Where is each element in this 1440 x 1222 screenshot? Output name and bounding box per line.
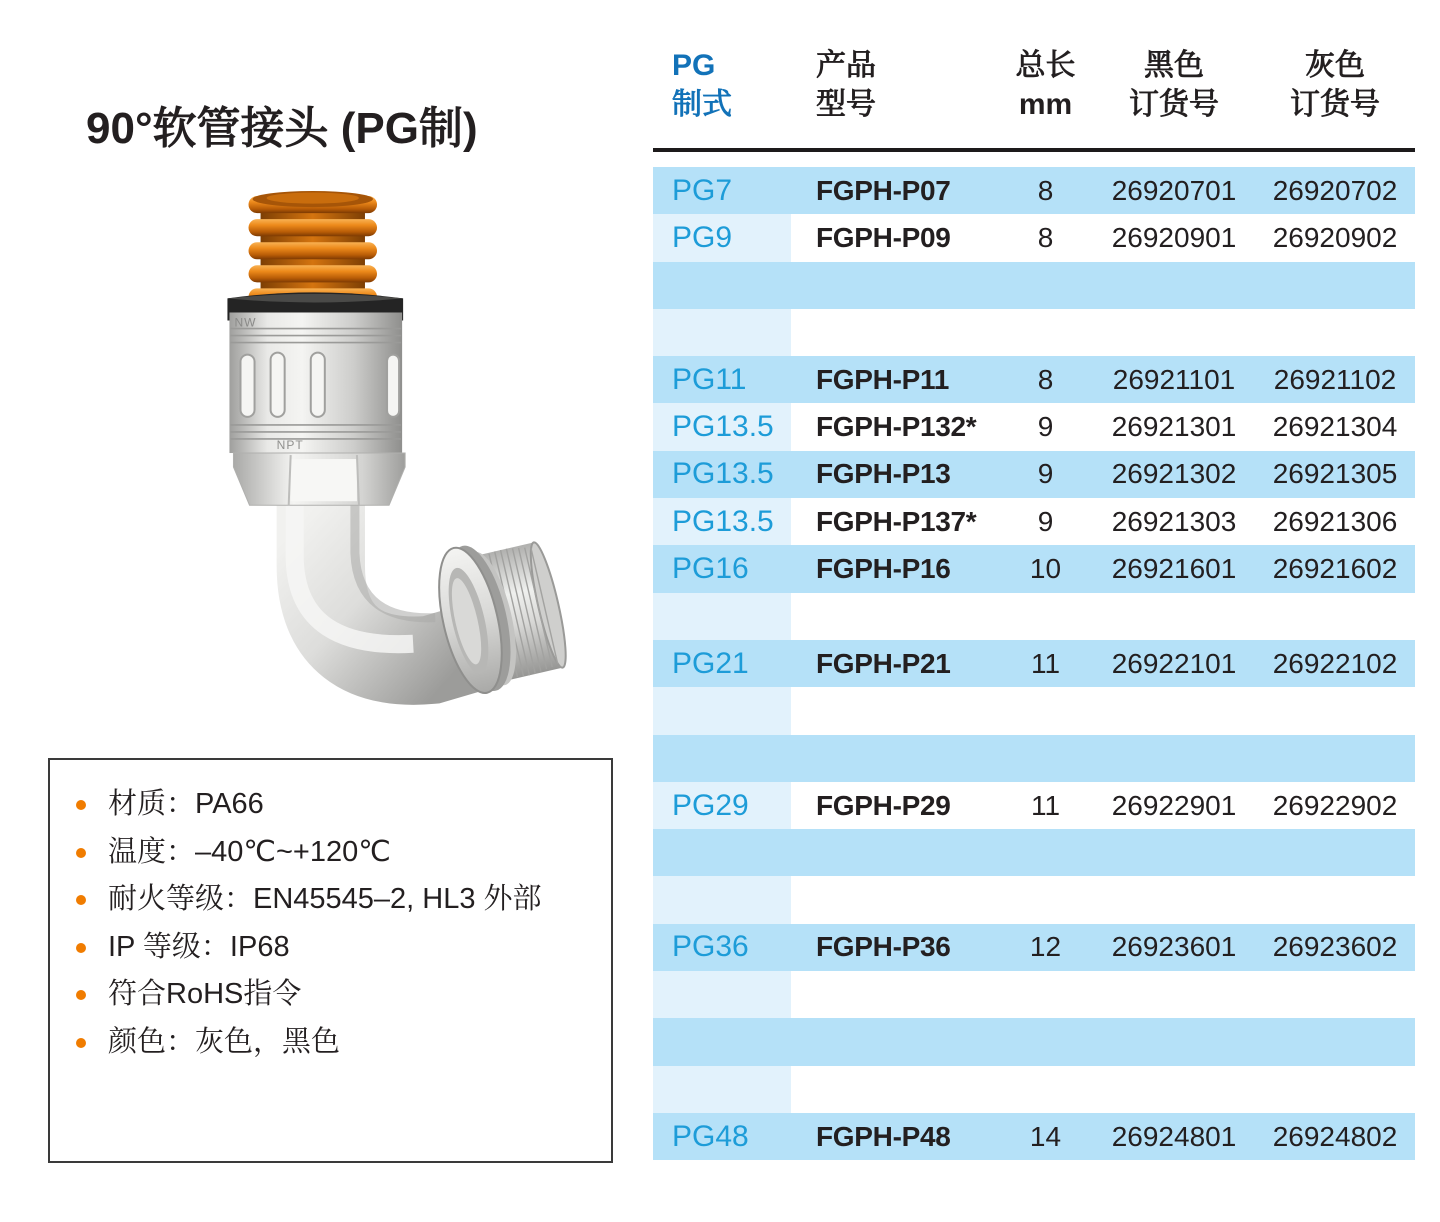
cell-pg	[653, 262, 791, 309]
cell-grey-order: 26921306	[1272, 505, 1398, 537]
cell-grey-order	[1255, 971, 1415, 1018]
table-row	[653, 309, 1415, 356]
spec-item	[74, 924, 601, 972]
cell-grey-order	[1255, 687, 1415, 734]
header-length	[998, 46, 1093, 124]
table-row	[653, 1018, 1415, 1065]
cell-length	[998, 876, 1093, 923]
cell-model: FGPH-P11	[816, 363, 949, 395]
cell-black-order	[1093, 262, 1255, 309]
cell-grey-order	[1255, 262, 1415, 309]
cell-black-order: 26923601	[1111, 931, 1237, 963]
cell-black-order: 26924801	[1111, 1120, 1237, 1152]
cell-model: FGPH-P16	[816, 553, 951, 585]
table-row	[653, 640, 1415, 687]
spec-item-text: IP 等级：IP68	[108, 930, 290, 963]
engraving-nw: NW	[234, 315, 257, 330]
product-table	[653, 0, 1415, 1222]
cell-model	[791, 829, 998, 876]
cell-pg: PG13.5	[672, 457, 774, 491]
cell-length: 9	[1037, 458, 1054, 490]
cell-grey-order: 26921602	[1272, 553, 1398, 585]
header-model-line2: 型号	[816, 88, 876, 121]
cell-pg	[653, 735, 791, 782]
cell-pg: PG36	[672, 930, 749, 964]
bullet-dot-icon	[76, 848, 86, 858]
cell-pg: PG11	[672, 362, 747, 396]
cell-grey-order: 26920902	[1272, 221, 1398, 253]
spec-item	[74, 876, 601, 924]
cell-model: FGPH-P36	[816, 931, 951, 963]
cell-model: FGPH-P29	[816, 789, 951, 821]
header-length-line1: 总长	[1015, 49, 1076, 82]
cell-black-order	[1093, 309, 1255, 356]
cell-pg	[653, 971, 791, 1018]
header-black-order-line2: 订货号	[1129, 88, 1219, 121]
cell-length: 8	[1037, 221, 1054, 253]
cell-black-order: 26920901	[1111, 221, 1237, 253]
cell-black-order	[1093, 593, 1255, 640]
cell-grey-order: 26923602	[1272, 931, 1398, 963]
cell-length	[998, 309, 1093, 356]
cell-black-order	[1093, 1018, 1255, 1065]
cell-black-order: 26922901	[1111, 789, 1237, 821]
cell-length: 14	[1029, 1120, 1062, 1152]
cell-grey-order: 26921102	[1273, 363, 1397, 395]
cell-black-order: 26921101	[1112, 363, 1236, 395]
cell-length	[998, 829, 1093, 876]
table-row	[653, 876, 1415, 923]
table-row	[653, 593, 1415, 640]
cell-grey-order	[1255, 593, 1415, 640]
cell-pg: PG13.5	[653, 498, 791, 545]
cell-black-order	[1093, 1066, 1255, 1113]
hex-nut	[233, 453, 405, 505]
cell-black-order: 26920701	[1111, 174, 1237, 206]
cell-model	[791, 1066, 998, 1113]
cell-model: FGPH-P137*	[816, 505, 977, 537]
header-black-order-line1: 黑色	[1144, 49, 1204, 82]
table-row	[653, 971, 1415, 1018]
cell-black-order	[1093, 687, 1255, 734]
table-row	[653, 545, 1415, 592]
table-row	[653, 403, 1415, 450]
table-row	[653, 829, 1415, 876]
cell-pg	[653, 829, 791, 876]
header-model	[791, 46, 998, 124]
cell-grey-order: 26922102	[1272, 647, 1398, 679]
cell-model: FGPH-P13	[816, 458, 951, 490]
cell-black-order	[1093, 876, 1255, 923]
header-length-line2: mm	[1018, 88, 1073, 121]
table-row	[653, 1066, 1415, 1113]
cell-pg: PG16	[672, 552, 749, 586]
cell-model: FGPH-P132*	[816, 411, 977, 443]
cell-length: 8	[1037, 363, 1054, 395]
cell-model	[791, 1018, 998, 1065]
cell-grey-order: 26922902	[1272, 789, 1398, 821]
cell-black-order: 26921301	[1111, 411, 1237, 443]
cell-pg	[653, 876, 791, 923]
spec-box	[48, 758, 613, 1163]
cell-model	[791, 971, 998, 1018]
cell-grey-order	[1255, 1066, 1415, 1113]
table-row	[653, 498, 1415, 545]
cell-model: FGPH-P21	[816, 647, 951, 679]
cell-model	[791, 593, 998, 640]
header-grey-order	[1255, 46, 1415, 124]
header-pg-line2: 制式	[672, 88, 732, 121]
cell-black-order: 26922101	[1111, 647, 1237, 679]
spec-item-text: 温度：–40℃~+120℃	[108, 835, 391, 868]
body-cylinder	[229, 312, 402, 453]
cell-model: FGPH-P48	[816, 1120, 951, 1152]
cell-model	[791, 309, 998, 356]
header-grey-order-line2: 订货号	[1290, 88, 1380, 121]
table-row	[653, 735, 1415, 782]
product-render-image	[172, 186, 574, 708]
bullet-dot-icon	[76, 990, 86, 1000]
cell-pg: PG29	[653, 782, 791, 829]
cell-grey-order	[1255, 829, 1415, 876]
header-divider	[653, 148, 1415, 152]
cell-length	[998, 687, 1093, 734]
engraving-npt: NPT	[276, 438, 304, 453]
spec-item-text: 耐火等级：EN45545–2, HL3 外部	[108, 883, 542, 915]
table-row	[653, 356, 1415, 403]
cell-pg	[653, 309, 791, 356]
table-row	[653, 782, 1415, 829]
cell-length	[998, 735, 1093, 782]
cell-grey-order	[1255, 735, 1415, 782]
cell-length	[998, 1066, 1093, 1113]
table-row	[653, 1113, 1415, 1160]
cell-length: 10	[1029, 553, 1062, 585]
cell-length	[998, 262, 1093, 309]
cell-grey-order	[1255, 876, 1415, 923]
cell-model	[791, 876, 998, 923]
cell-black-order	[1093, 829, 1255, 876]
table-row	[653, 167, 1415, 214]
cell-length: 9	[1037, 505, 1054, 537]
cell-model	[791, 735, 998, 782]
page-title: 90°软管接头 (PG制)	[86, 104, 478, 153]
spec-item-text: 材质：PA66	[108, 788, 264, 820]
cell-pg: PG9	[653, 214, 791, 261]
cell-model: FGPH-P09	[816, 221, 951, 253]
cell-grey-order: 26924802	[1272, 1120, 1398, 1152]
cell-length: 11	[1030, 647, 1061, 679]
cell-black-order	[1093, 735, 1255, 782]
cell-grey-order	[1255, 1018, 1415, 1065]
bullet-dot-icon	[76, 943, 86, 953]
cell-length	[998, 971, 1093, 1018]
cell-pg: PG13.5	[653, 403, 791, 450]
cell-black-order	[1093, 971, 1255, 1018]
spec-item-text: 符合RoHS指令	[108, 978, 302, 1010]
cell-grey-order: 26920702	[1272, 174, 1398, 206]
bullet-dot-icon	[76, 1038, 86, 1048]
table-row	[653, 214, 1415, 261]
table-body	[653, 167, 1415, 1160]
bullet-dot-icon	[76, 895, 86, 905]
cell-grey-order	[1255, 309, 1415, 356]
cell-black-order: 26921601	[1111, 553, 1237, 585]
cell-grey-order: 26921304	[1272, 411, 1398, 443]
cell-black-order: 26921303	[1111, 505, 1237, 537]
bullet-dot-icon	[76, 800, 86, 810]
cell-length: 9	[1037, 411, 1054, 443]
cell-pg: PG21	[672, 646, 749, 680]
cell-pg: PG48	[672, 1119, 749, 1153]
spec-item-text: 颜色：灰色，黑色	[108, 1025, 341, 1058]
spec-list	[50, 760, 611, 1066]
cell-model	[791, 262, 998, 309]
spec-item	[74, 971, 601, 1019]
spec-item	[74, 781, 601, 829]
table-row	[653, 451, 1415, 498]
header-black-order	[1093, 46, 1255, 124]
cell-black-order: 26921302	[1111, 458, 1237, 490]
cell-pg	[653, 1066, 791, 1113]
spec-item	[74, 1019, 601, 1067]
header-pg	[653, 46, 791, 124]
table-row	[653, 687, 1415, 734]
cell-pg: PG7	[672, 173, 733, 207]
cell-pg	[653, 593, 791, 640]
cell-grey-order: 26921305	[1272, 458, 1398, 490]
cell-pg	[653, 1018, 791, 1065]
table-row	[653, 924, 1415, 971]
cell-length	[998, 593, 1093, 640]
cell-length: 8	[1037, 174, 1054, 206]
cell-model	[791, 687, 998, 734]
header-grey-order-line1: 灰色	[1305, 49, 1365, 82]
header-model-line1: 产品	[816, 49, 876, 82]
cell-length: 11	[1030, 789, 1061, 821]
table-row	[653, 262, 1415, 309]
spec-item	[74, 829, 601, 877]
header-pg-line1: PG	[672, 49, 716, 82]
cell-model: FGPH-P07	[816, 174, 951, 206]
table-header	[653, 46, 1415, 124]
cell-pg	[653, 687, 791, 734]
cell-length	[998, 1018, 1093, 1065]
cell-length: 12	[1029, 931, 1062, 963]
